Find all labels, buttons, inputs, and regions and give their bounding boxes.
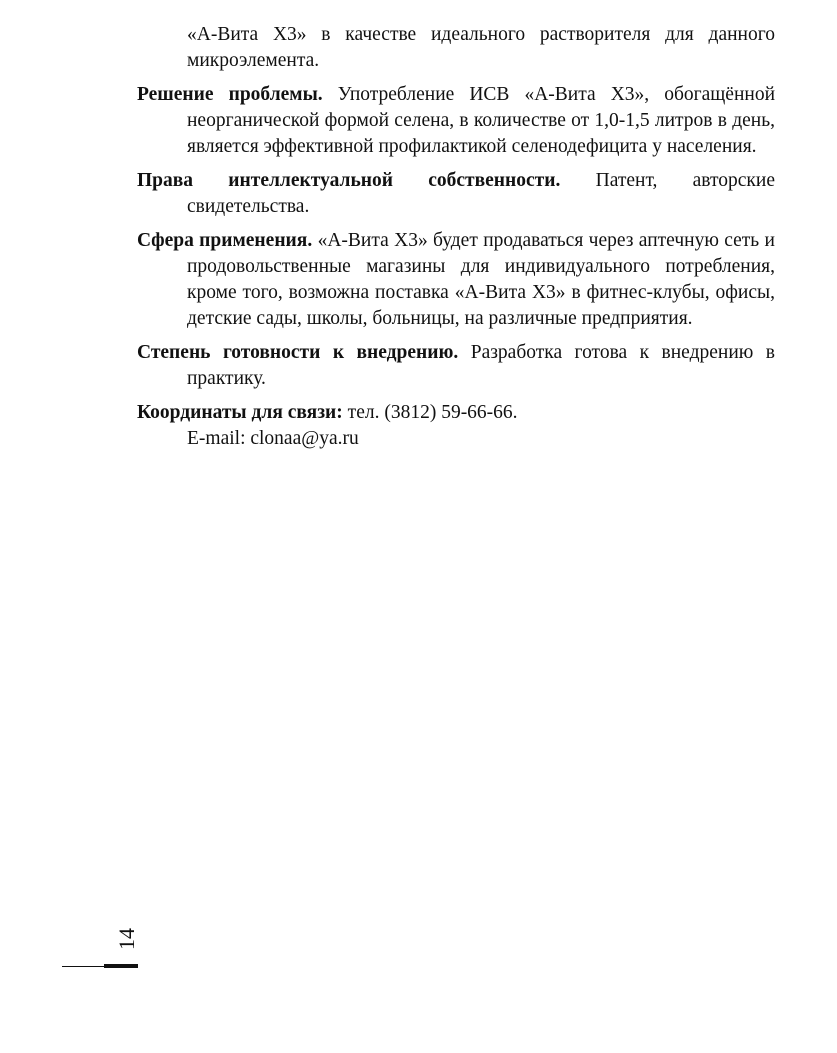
section-heading: Права интеллектуальной собственности.	[137, 170, 561, 191]
footer-rule-thick	[104, 964, 138, 968]
section-intellectual-property	[137, 168, 775, 220]
contacts-heading: Координаты для связи:	[137, 402, 343, 423]
section-text: Разработка готова к внедрению в практику.	[187, 342, 775, 389]
contacts-phone: тел. (3812) 59-66-66.	[347, 402, 518, 423]
section-heading: Решение проблемы.	[137, 84, 323, 105]
contacts-email: E-mail: clonaa@ya.ru	[187, 428, 359, 449]
section-heading: Степень готовности к внедрению.	[137, 342, 459, 363]
section-text: «А-Вита Х3» будет продаваться через аптечную сеть и продовольственные магазины для индивидуального потребления, кроме того, возможна поставка «А-Вита Х3» в фитнес-клубы, офисы, детские сады, школы, больницы, на различные предприятия.	[187, 230, 775, 329]
document-body	[137, 22, 775, 452]
section-contacts	[137, 400, 775, 426]
section-text: Употребление ИСВ «А-Вита Х3», обогащённой неорганической формой селена, в количестве от 1,0-1,5 литров в день, является эффективной профилактикой селенодефицита у населения.	[187, 84, 776, 157]
section-application-scope	[137, 228, 775, 332]
section-readiness	[137, 340, 775, 392]
continuation-paragraph: «А-Вита Х3» в качестве идеального растворителя для данного микроэлемента.	[187, 24, 775, 71]
page-number: 14	[114, 928, 139, 950]
section-heading: Сфера применения.	[137, 230, 313, 251]
section-problem-solution	[137, 82, 775, 160]
section-text: Патент, авторские свидетельства.	[187, 170, 775, 217]
